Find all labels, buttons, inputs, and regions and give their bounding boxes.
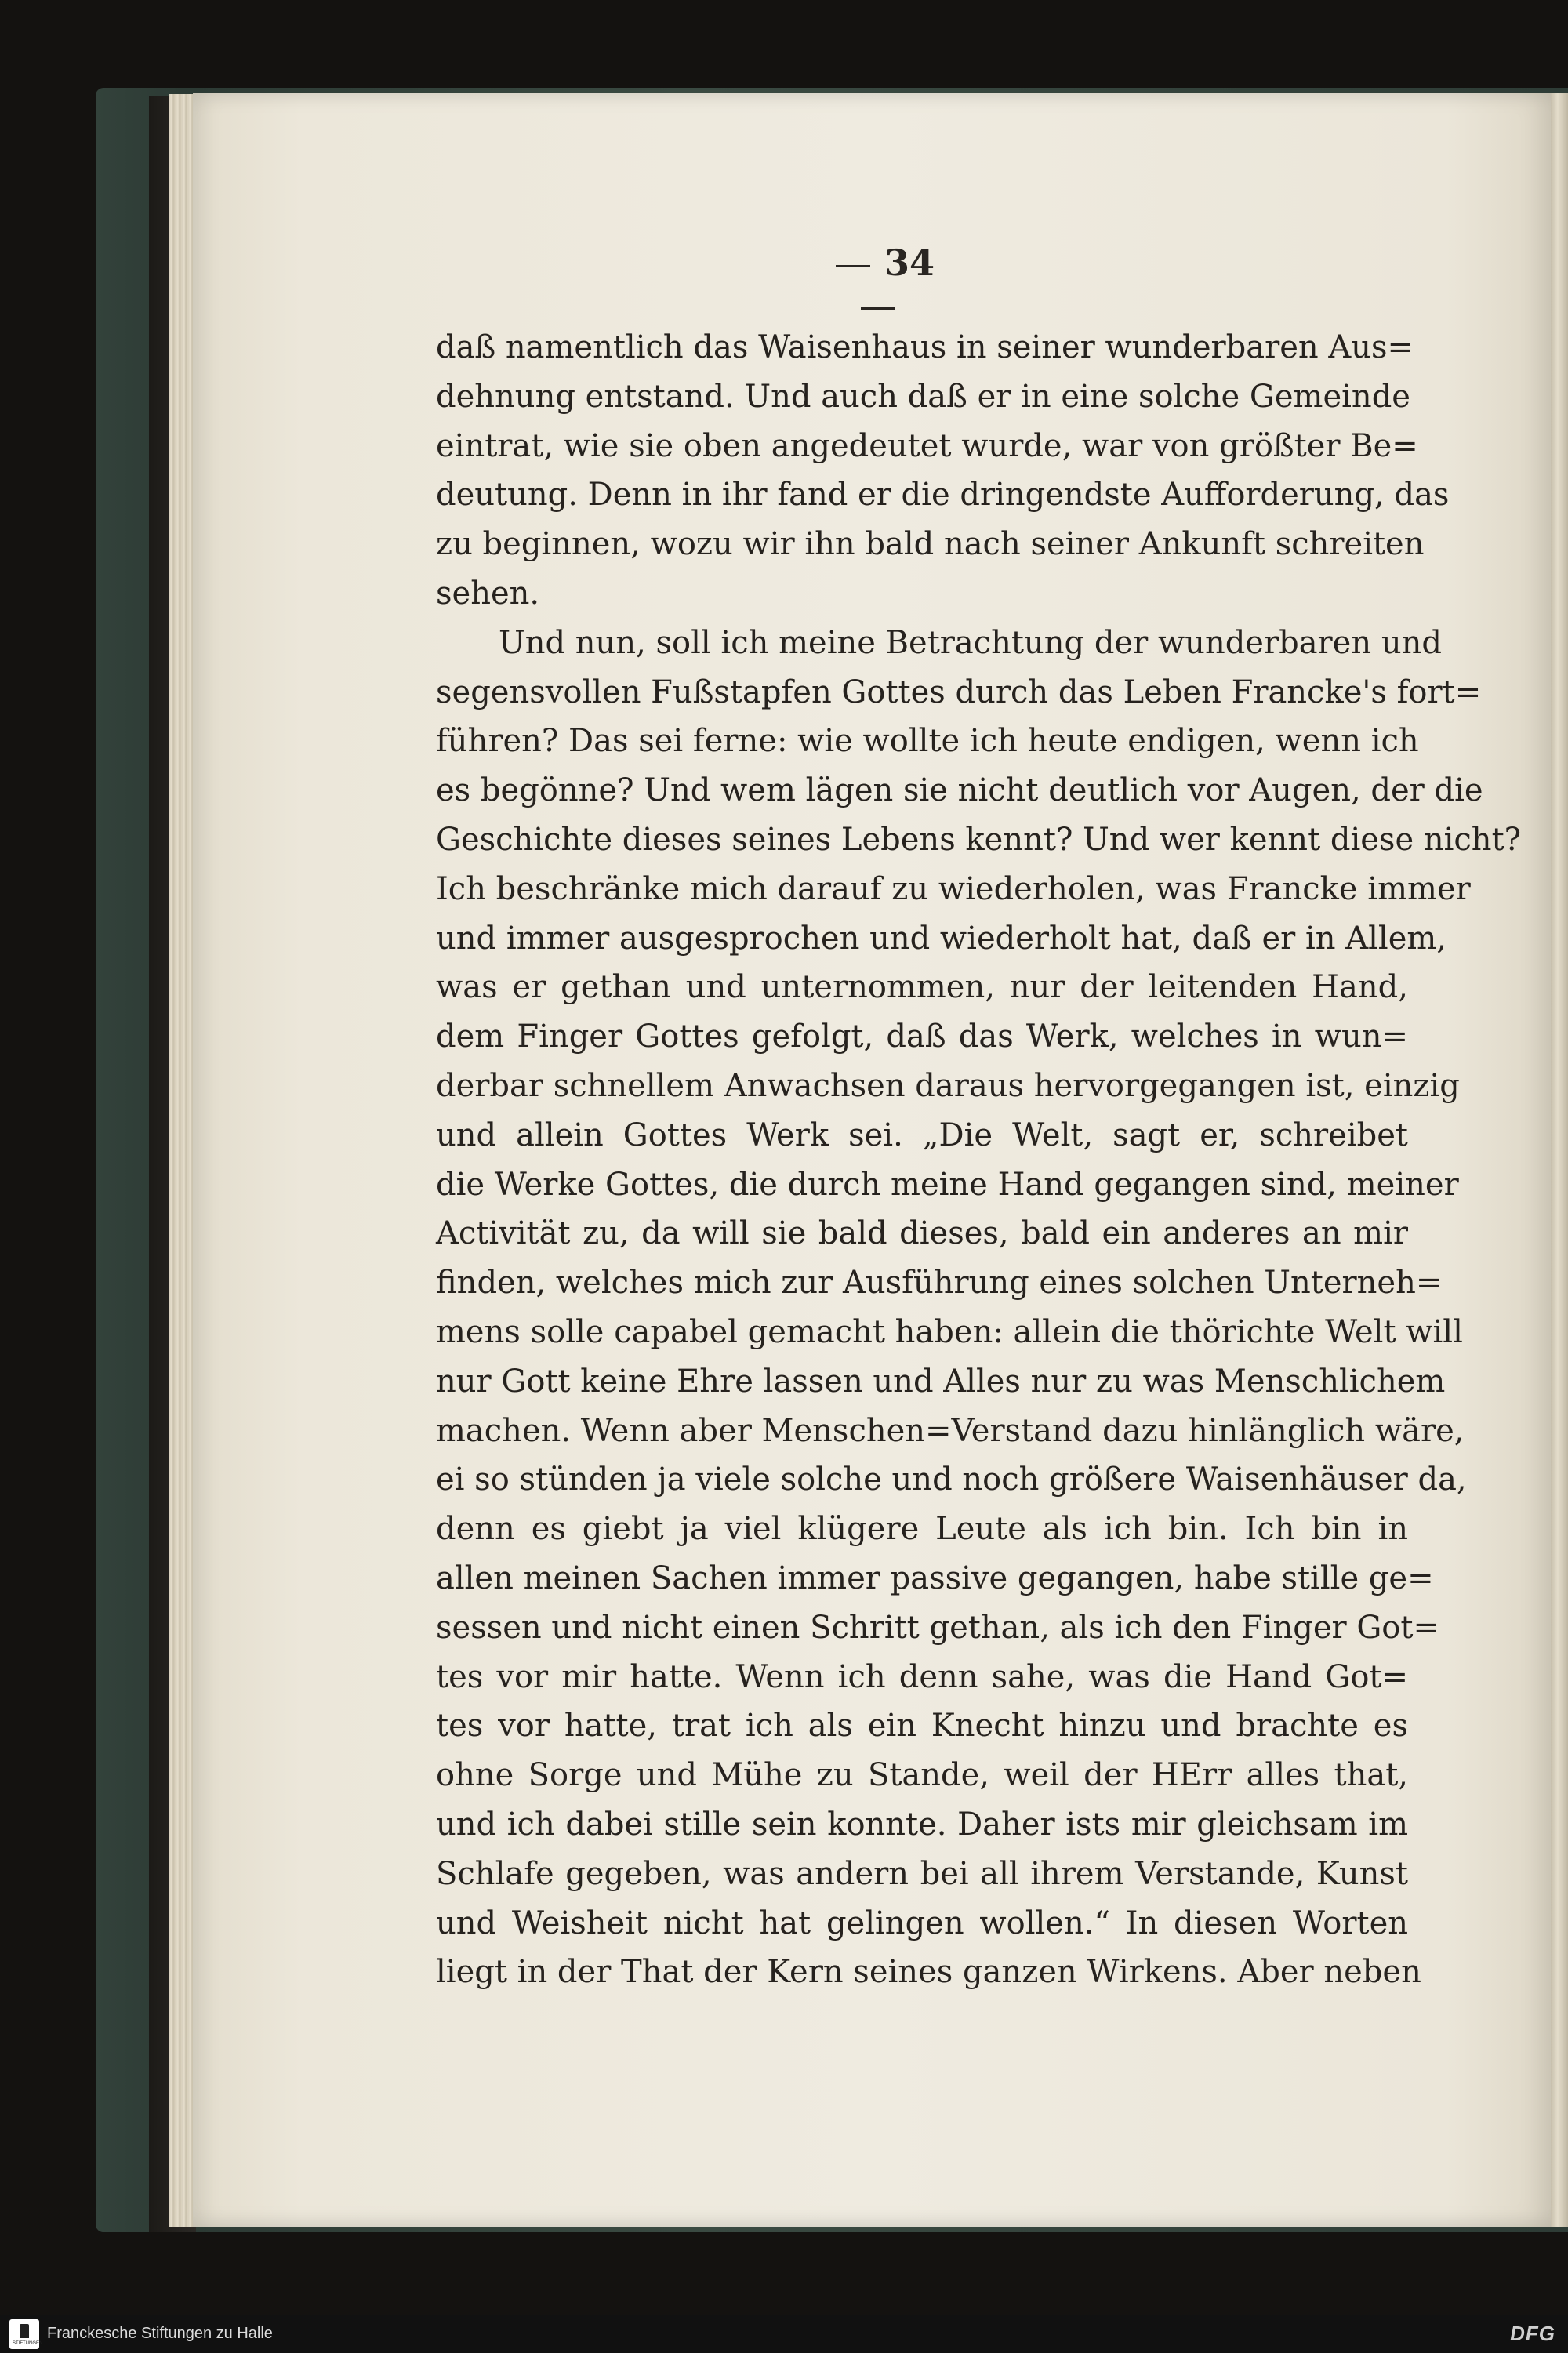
logo-caption: STIFTUNGEN [13,2341,43,2346]
logo-mark [20,2324,29,2338]
text-line: ei so stünden ja viele solche und noch größere Waisenhäuser da, [436,1462,1467,1498]
text-line: zu beginnen, wozu wir ihn bald nach seiner Ankunft schreiten [436,526,1425,563]
right-page-edge [1551,93,1568,2227]
text-line: denn es giebt ja viel klügere Leute als ich bin. Ich bin in [436,1511,1408,1548]
text-line: eintrat, wie sie oben angedeutet wurde, war von größter Be= [436,427,1418,464]
text-line: daß namentlich das Waisenhaus in seiner wunderbaren Aus= [436,329,1414,365]
text-line: die Werke Gottes, die durch meine Hand gegangen sind, meiner [436,1166,1459,1203]
page-number-value: 34 [884,241,935,284]
body-text [436,323,1522,1997]
text-line: dehnung entstand. Und auch daß er in eine solche Gemeinde [436,378,1410,415]
viewer-footer [0,2315,1568,2353]
text-line: Ich beschränke mich darauf zu wiederholen, was Francke immer [436,870,1471,907]
text-line: und Weisheit nicht hat gelingen wollen.“ In diesen Worten [436,1905,1408,1941]
text-line: machen. Wenn aber Menschen=Verstand dazu hinlänglich wäre, [436,1412,1465,1449]
text-line: allen meinen Sachen immer passive gegangen, habe stille ge= [436,1560,1434,1596]
text-line: nur Gott keine Ehre lassen und Alles nur zu was Menschlichem [436,1363,1446,1400]
text-line: liegt in der That der Kern seines ganzen Wirkens. Aber neben [436,1954,1421,1991]
text-line: es begönne? Und wem lägen sie nicht deutlich vor Augen, der die [436,772,1483,809]
text-line: und allein Gottes Werk sei. „Die Welt, sagt er, schreibet [436,1117,1408,1153]
text-line: Geschichte dieses seines Lebens kennt? Und wer kennt diese nicht? [436,821,1522,858]
text-line: Schlafe gegeben, was andern bei all ihrem Verstande, Kunst [436,1855,1408,1892]
institution-logo-icon [9,2319,43,2349]
text-line: tes vor hatte, trat ich als ein Knecht hinzu und brachte es [436,1708,1408,1745]
text-line: mens solle capabel gemacht haben: allein die thörichte Welt will [436,1313,1463,1350]
text-line: dem Finger Gottes gefolgt, daß das Werk, welches in wun= [436,1019,1408,1055]
dash-right [861,307,895,310]
text-line: sehen. [436,575,540,612]
page-number [808,241,949,326]
text-line: finden, welches mich zur Ausführung eines solchen Unterneh= [436,1265,1443,1302]
text-line: sessen und nicht einen Schritt gethan, als ich den Finger Got= [436,1609,1439,1646]
text-line: tes vor mir hatte. Wenn ich denn sahe, was die Hand Got= [436,1658,1408,1695]
text-line: derbar schnellem Anwachsen daraus hervorgegangen ist, einzig [436,1067,1460,1104]
text-line: Und nun, soll ich meine Betrachtung der wunderbaren und [499,624,1442,661]
text-line: segensvollen Fußstapfen Gottes durch das Leben Francke's fort= [436,674,1482,710]
text-line: und immer ausgesprochen und wiederholt hat, daß er in Allem, [436,920,1447,957]
dash-left [836,265,870,267]
text-line: führen? Das sei ferne: wie wollte ich heute endigen, wenn ich [436,723,1419,760]
text-line: deutung. Denn in ihr fand er die dringendste Aufforderung, das [436,477,1450,514]
text-line: was er gethan und unternommen, nur der leitenden Hand, [436,969,1408,1006]
text-line: Activität zu, da will sie bald dieses, bald ein anderes an mir [436,1215,1408,1252]
text-line: und ich dabei stille sein konnte. Daher ists mir gleichsam im [436,1806,1408,1843]
text-line: ohne Sorge und Mühe zu Stande, weil der HErr alles that, [436,1757,1408,1794]
dfg-logo: DFG [1510,2322,1555,2345]
institution-name: Franckesche Stiftungen zu Halle [47,2325,273,2342]
